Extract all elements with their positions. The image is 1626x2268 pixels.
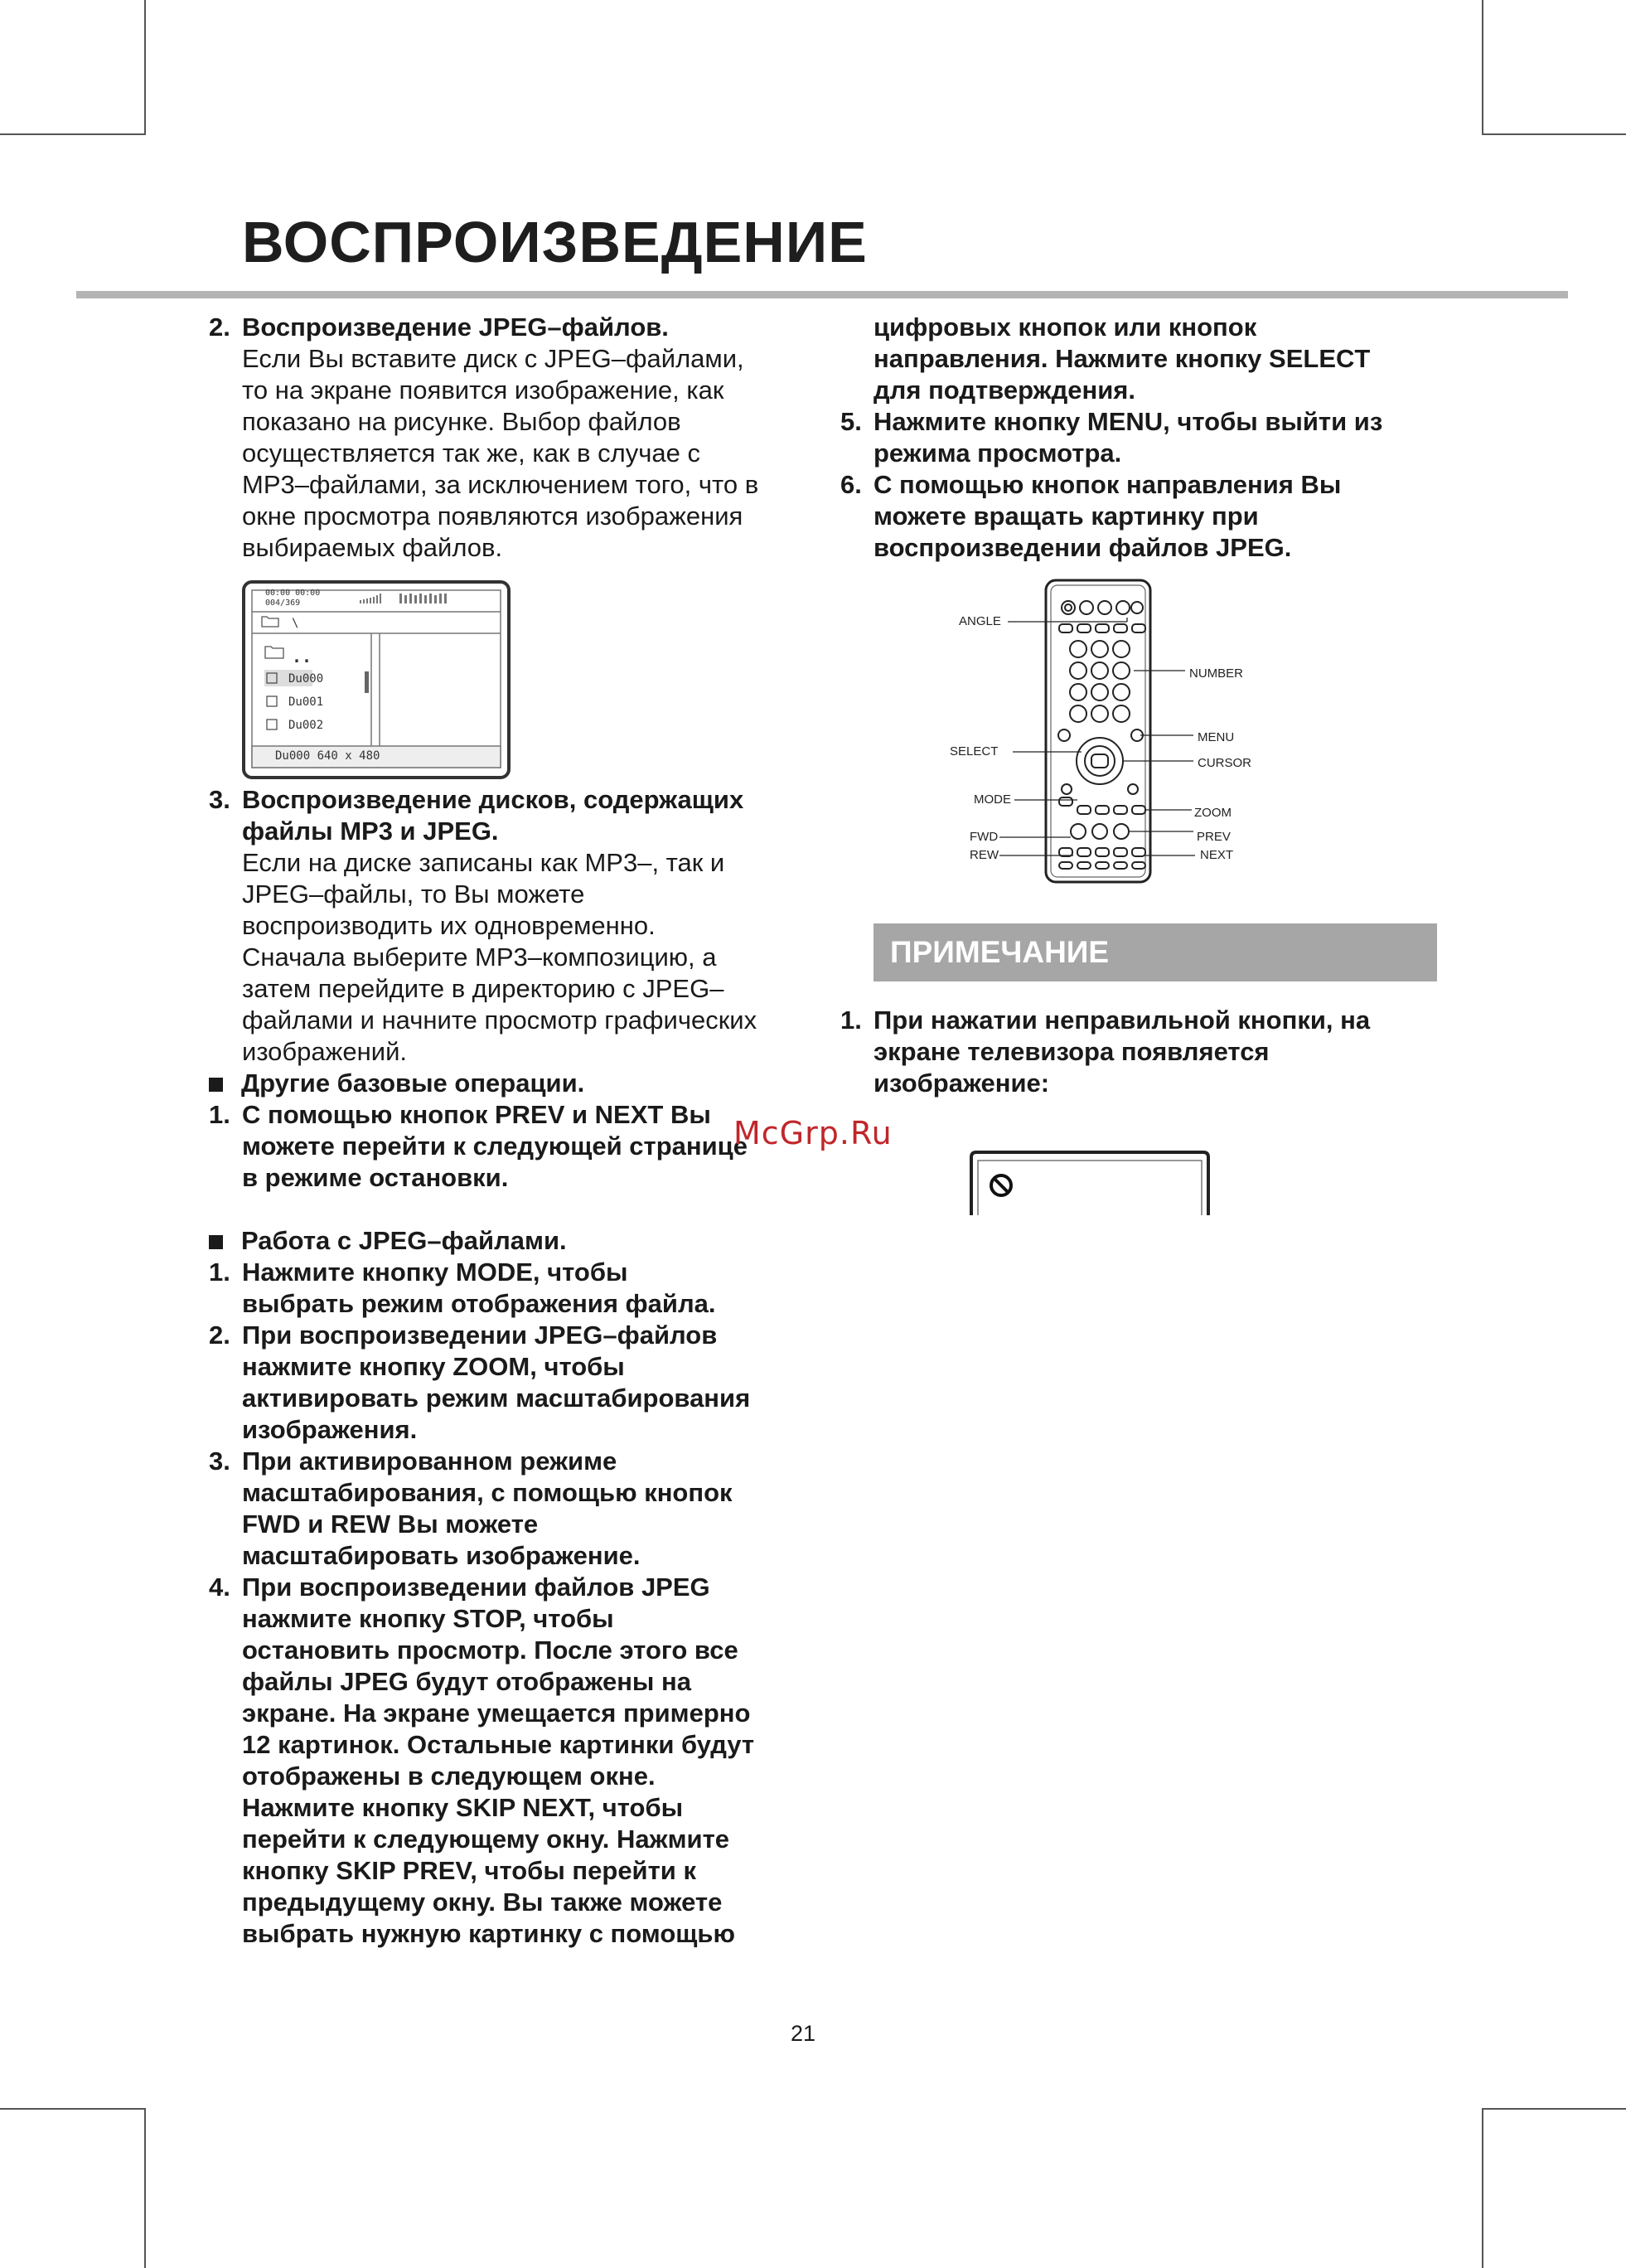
- file-item[interactable]: Du000: [288, 672, 324, 686]
- file-browser-time: 00:00 00:00: [265, 589, 321, 598]
- section-3: 3. Воспроизведение дисков, содержащих файлы MP3 и JPEG.: [209, 785, 744, 846]
- crop-mark: [0, 2108, 146, 2110]
- file-browser-status: Du000 640 x 480: [275, 749, 380, 763]
- crop-mark: [1482, 2108, 1483, 2268]
- section-2: 2. Воспроизведение JPEG–файлов.: [209, 313, 669, 342]
- jpeg-item-4: 4. При воспроизведении файлов JPEG нажмите кнопку STOP, чтобы остановить просмотр. После этого все файлы JPEG будут отображены на экране. На экране умещается примерно 12 картинок. Остальные картинки будут отображены в следующем окне. Нажмите кнопку SKIP NEXT, чтобы перейти к следующему окну. Нажмите кнопку SKIP PREV, чтобы перейти к предыдущему окну. Вы также можете выбрать нужную картинку с помощью: [209, 1573, 755, 1948]
- left-column-bottom: [209, 784, 806, 1950]
- jpeg-item-6: 6. С помощью кнопок направления Вы можете вращать картинку при воспроизведении файлов JPEG.: [840, 470, 1342, 562]
- note-item-1: 1. При нажатии неправильной кнопки, на экране телевизора появляется изображение:: [840, 1006, 1371, 1098]
- crop-mark: [1482, 0, 1483, 135]
- prohibited-icon: [988, 1172, 1014, 1199]
- remote-label-rew: REW: [970, 848, 999, 862]
- remote-label-angle: ANGLE: [959, 614, 1001, 628]
- file-item[interactable]: Du001: [288, 695, 324, 709]
- file-browser-parent: ..: [292, 647, 312, 666]
- square-bullet-icon: [209, 1078, 223, 1092]
- watermark: McGrp.Ru: [733, 1115, 893, 1151]
- remote-label-number: NUMBER: [1189, 666, 1244, 681]
- remote-label-fwd: FWD: [970, 830, 999, 844]
- bullet-heading-jpeg: Работа с JPEG–файлами.: [209, 1225, 806, 1257]
- file-browser-track: 004/369: [265, 598, 301, 608]
- remote-label-select: SELECT: [950, 744, 999, 758]
- page-title: ВОСПРОИЗВЕДЕНИЕ: [242, 210, 868, 274]
- crop-mark: [1482, 133, 1626, 135]
- section-2-body: Если Вы вставите диск с JPEG–файлами, то на экране появится изображение, как показано на рисунке. Выбор файлов осуществляется так же, как в случае с MP3–файлами, за исключением того, что в окне просмотра появляются изображения выбираемых файлов.: [242, 344, 759, 562]
- note-heading: ПРИМЕЧАНИЕ: [873, 923, 1437, 981]
- right-column-top: [840, 312, 1470, 564]
- title-divider: [76, 291, 1568, 298]
- section-3-body: Если на диске записаны как MP3–, так и JPEG–файлы, то Вы можете воспроизводить их одновременно. Сначала выберите MP3–композицию, а затем перейдите в директорию с JPEG– файлами и начните просмотр графических изображений.: [242, 848, 757, 1066]
- crop-mark: [144, 2108, 146, 2268]
- file-browser-path: \: [292, 617, 299, 630]
- jpeg-item-3: 3. При активированном режиме масштабирования, с помощью кнопок FWD и REW Вы можете масштабировать изображение.: [209, 1447, 733, 1570]
- basic-ops-item-1: 1. С помощью кнопок PREV и NEXT Вы можете перейти к следующей странице в режиме остановки.: [209, 1100, 748, 1192]
- remote-label-prev: PREV: [1197, 830, 1231, 844]
- crop-mark: [144, 0, 146, 135]
- file-item[interactable]: Du002: [288, 719, 324, 732]
- remote-label-mode: MODE: [974, 792, 1011, 807]
- note-body: [840, 1005, 1470, 1099]
- jpeg-item-5: 5. Нажмите кнопку MENU, чтобы выйти из режима просмотра.: [840, 407, 1383, 468]
- crop-mark: [0, 133, 146, 135]
- jpeg-item-1: 1. Нажмите кнопку MODE, чтобы выбрать режим отображения файла.: [209, 1258, 716, 1318]
- crop-mark: [1482, 2108, 1626, 2110]
- left-column-top: [209, 312, 797, 564]
- jpeg-item-4-continued: цифровых кнопок или кнопок направления. Нажмите кнопку SELECT для подтверждения.: [873, 313, 1371, 405]
- remote-label-cursor: CURSOR: [1198, 756, 1252, 770]
- remote-label-next: NEXT: [1200, 848, 1234, 862]
- page-number: 21: [791, 2021, 816, 2046]
- remote-label-menu: MENU: [1198, 730, 1235, 744]
- jpeg-item-2: 2. При воспроизведении JPEG–файлов нажмите кнопку ZOOM, чтобы активировать режим масштабирования изображения.: [209, 1321, 751, 1444]
- remote-label-zoom: ZOOM: [1194, 806, 1232, 820]
- square-bullet-icon: [209, 1235, 223, 1249]
- bullet-heading-basic-ops: Другие базовые операции.: [209, 1068, 806, 1099]
